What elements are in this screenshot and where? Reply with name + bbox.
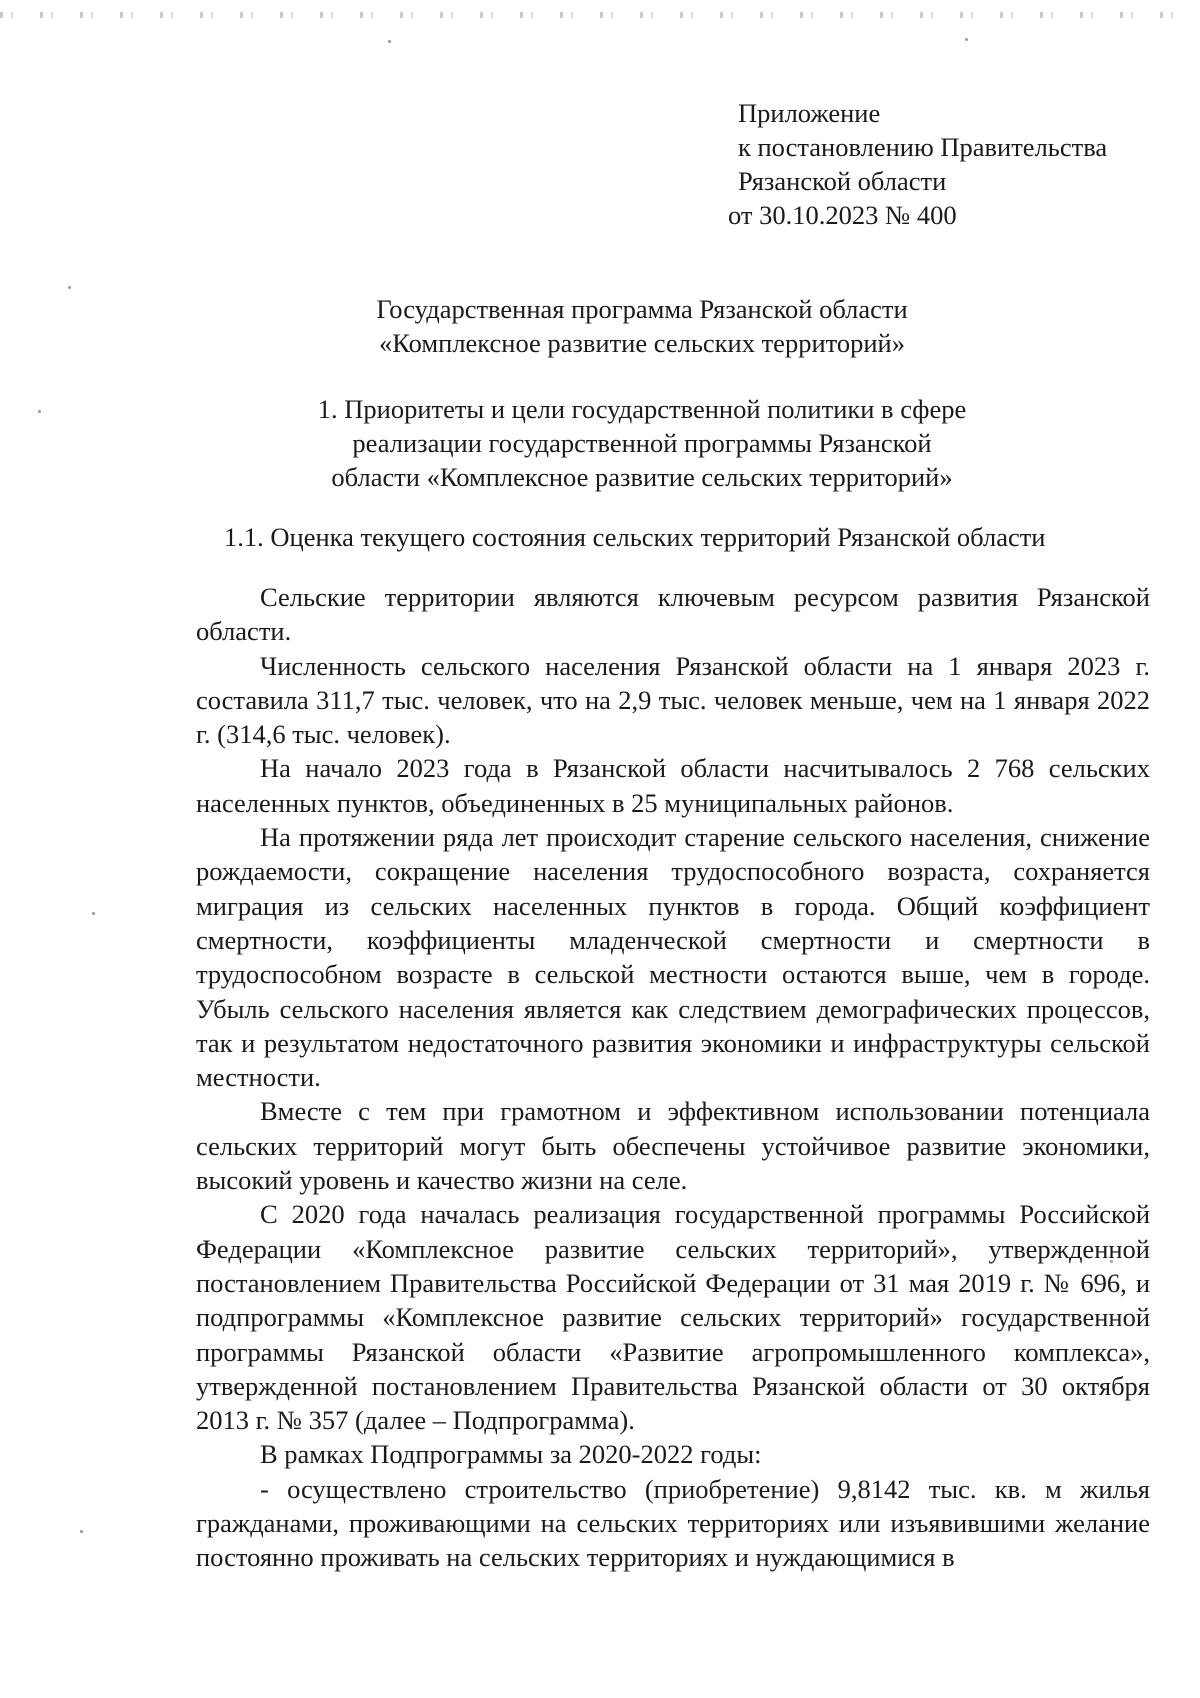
section-heading <box>190 392 1094 494</box>
scan-speck <box>965 38 968 41</box>
section-heading-line: реализации государственной программы Рязанской <box>352 428 932 458</box>
program-title <box>190 292 1094 360</box>
appendix-line: Рязанской области <box>738 166 947 196</box>
paragraph: Сельские территории являются ключевым ресурсом развития Рязанской области. <box>196 582 1150 647</box>
program-title-line: Государственная программа Рязанской области <box>376 294 908 324</box>
scan-speck <box>388 40 391 43</box>
paragraph: На протяжении ряда лет происходит старение сельского населения, снижение рождаемости, сокращение населения трудоспособного возраста, сохраняется миграция из сельских населенных пунктов в города. Общий коэффициент смертности, коэффициенты младенческой смертности и смертности в трудоспособном возрасте в сельской местности остаются выше, чем в городе. Убыль сельского населения является как следствием демографических процессов, так и результатом недостаточного развития экономики и инфраструктуры сельской местности. <box>196 822 1150 1093</box>
scan-edge-artifact <box>0 12 1200 18</box>
appendix-line: Приложение <box>738 98 881 128</box>
paragraph: Численность сельского населения Рязанской области на 1 января 2023 г. составила 311,7 тыс. человек, что на 2,9 тыс. человек меньше, чем на 1 января 2022 г. (314,6 тыс. человек). <box>196 650 1150 750</box>
section-heading-line: области «Комплексное развитие сельских территорий» <box>331 462 953 492</box>
paragraph: В рамках Подпрограммы за 2020-2022 годы: <box>260 1439 762 1470</box>
subsection-heading: 1.1. Оценка текущего состояния сельских территорий Рязанской области <box>224 522 1046 552</box>
paragraph: Вместе с тем при грамотном и эффективном использовании потенциала сельских территорий могут быть обеспечены устойчивое развитие экономики, высокий уровень и качество жизни на селе. <box>196 1096 1150 1196</box>
scan-speck <box>80 1530 83 1533</box>
document-body <box>196 580 1150 1575</box>
program-title-line: «Комплексное развитие сельских территорий» <box>379 328 905 358</box>
scan-speck <box>68 286 71 289</box>
scan-speck <box>92 912 95 915</box>
paragraph: С 2020 года началась реализация государственной программы Российской Федерации «Комплексное развитие сельских территорий», утвержденной постановлением Правительства Российской Федерации от 31 мая 2019 г. № 696, и подпрограммы «Комплексное развитие сельских территорий» государственной программы Рязанской области «Развитие агропромышленного комплекса», утвержденной постановлением Правительства Рязанской области от 30 октября 2013 г. № 357 (далее – Подпрограмма). <box>196 1199 1150 1436</box>
appendix-header <box>728 96 1168 232</box>
appendix-line: к постановлению Правительства <box>738 132 1108 162</box>
list-item: - осуществлено строительство (приобретение) 9,8142 тыс. кв. м жилья гражданами, проживающими на сельских территориях или изъявившими желание постоянно проживать на сельских территориях и нуждающимися в <box>196 1473 1150 1573</box>
paragraph: На начало 2023 года в Рязанской области насчитывалось 2 768 сельских населенных пунктов, объединенных в 25 муниципальных районов. <box>196 753 1150 818</box>
section-heading-line: 1. Приоритеты и цели государственной политики в сфере <box>317 394 967 424</box>
appendix-date-number: от 30.10.2023 № 400 <box>728 200 957 230</box>
scan-speck <box>38 410 41 413</box>
